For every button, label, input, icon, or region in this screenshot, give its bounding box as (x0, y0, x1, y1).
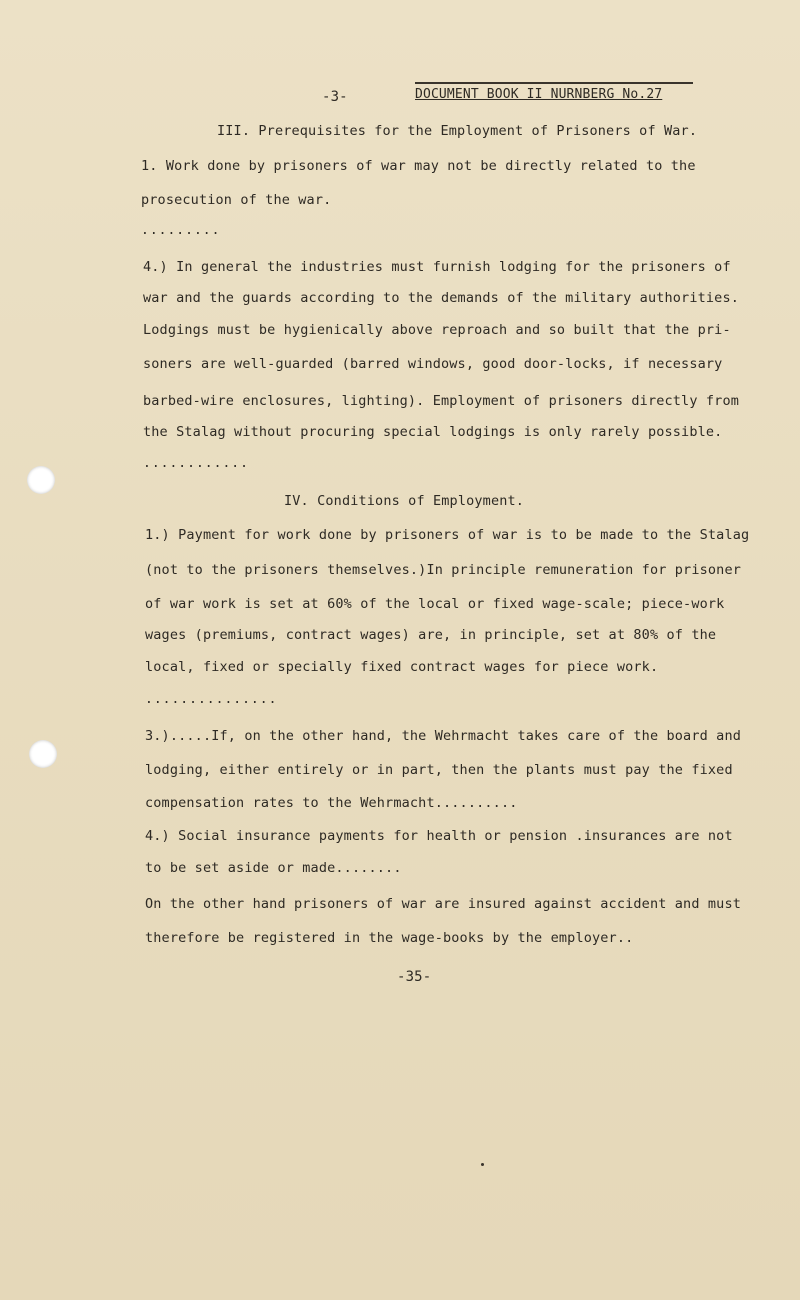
text-line: (not to the prisoners themselves.)In principle remuneration for prisoner (145, 562, 741, 578)
paper-speck (481, 1163, 484, 1166)
text-line: war and the guards according to the demands of the military authorities. (143, 290, 739, 306)
text-line: to be set aside or made........ (145, 860, 402, 876)
text-line: 1. Work done by prisoners of war may not be directly related to the (141, 158, 696, 174)
text-line: wages (premiums, contract wages) are, in principle, set at 80% of the (145, 627, 717, 643)
text-line: of war work is set at 60% of the local or fixed wage-scale; piece-work (145, 596, 725, 612)
text-line: lodging, either entirely or in part, then the plants must pay the fixed (145, 762, 733, 778)
ellipsis: ............ (143, 456, 249, 471)
text-line: local, fixed or specially fixed contract wages for piece work. (145, 659, 659, 675)
text-line: compensation rates to the Wehrmacht.......... (145, 795, 518, 811)
text-line: 1.) Payment for work done by prisoners of war is to be made to the Stalag (145, 527, 750, 543)
page-number-top: -3- (322, 89, 348, 105)
page-number-bottom: -35- (397, 969, 432, 985)
punch-hole-bottom (29, 740, 57, 768)
text-line: therefore be registered in the wage-books by the employer.. (145, 930, 634, 946)
section-4-heading: IV. Conditions of Employment. (284, 493, 525, 509)
document-reference: DOCUMENT BOOK II NURNBERG No.27 (415, 87, 663, 102)
text-line: 4.) In general the industries must furnish lodging for the prisoners of (143, 259, 731, 275)
text-line: barbed-wire enclosures, lighting). Employment of prisoners directly from (143, 393, 739, 409)
text-line: prosecution of the war. (141, 192, 332, 208)
punch-hole-top (27, 466, 55, 494)
ellipsis: ......... (141, 223, 221, 238)
header-rule (415, 82, 693, 84)
text-line: the Stalag without procuring special lodgings is only rarely possible. (143, 424, 723, 440)
ellipsis: ............... (145, 692, 278, 707)
text-line: soners are well-guarded (barred windows, good door-locks, if necessary (143, 356, 723, 372)
text-line: 4.) Social insurance payments for health or pension .insurances are not (145, 828, 733, 844)
text-line: On the other hand prisoners of war are insured against accident and must (145, 896, 741, 912)
text-line: 3.).....If, on the other hand, the Wehrmacht takes care of the board and (145, 728, 741, 744)
text-line: Lodgings must be hygienically above reproach and so built that the pri- (143, 322, 731, 338)
section-3-heading: III. Prerequisites for the Employment of Prisoners of War. (217, 123, 698, 139)
